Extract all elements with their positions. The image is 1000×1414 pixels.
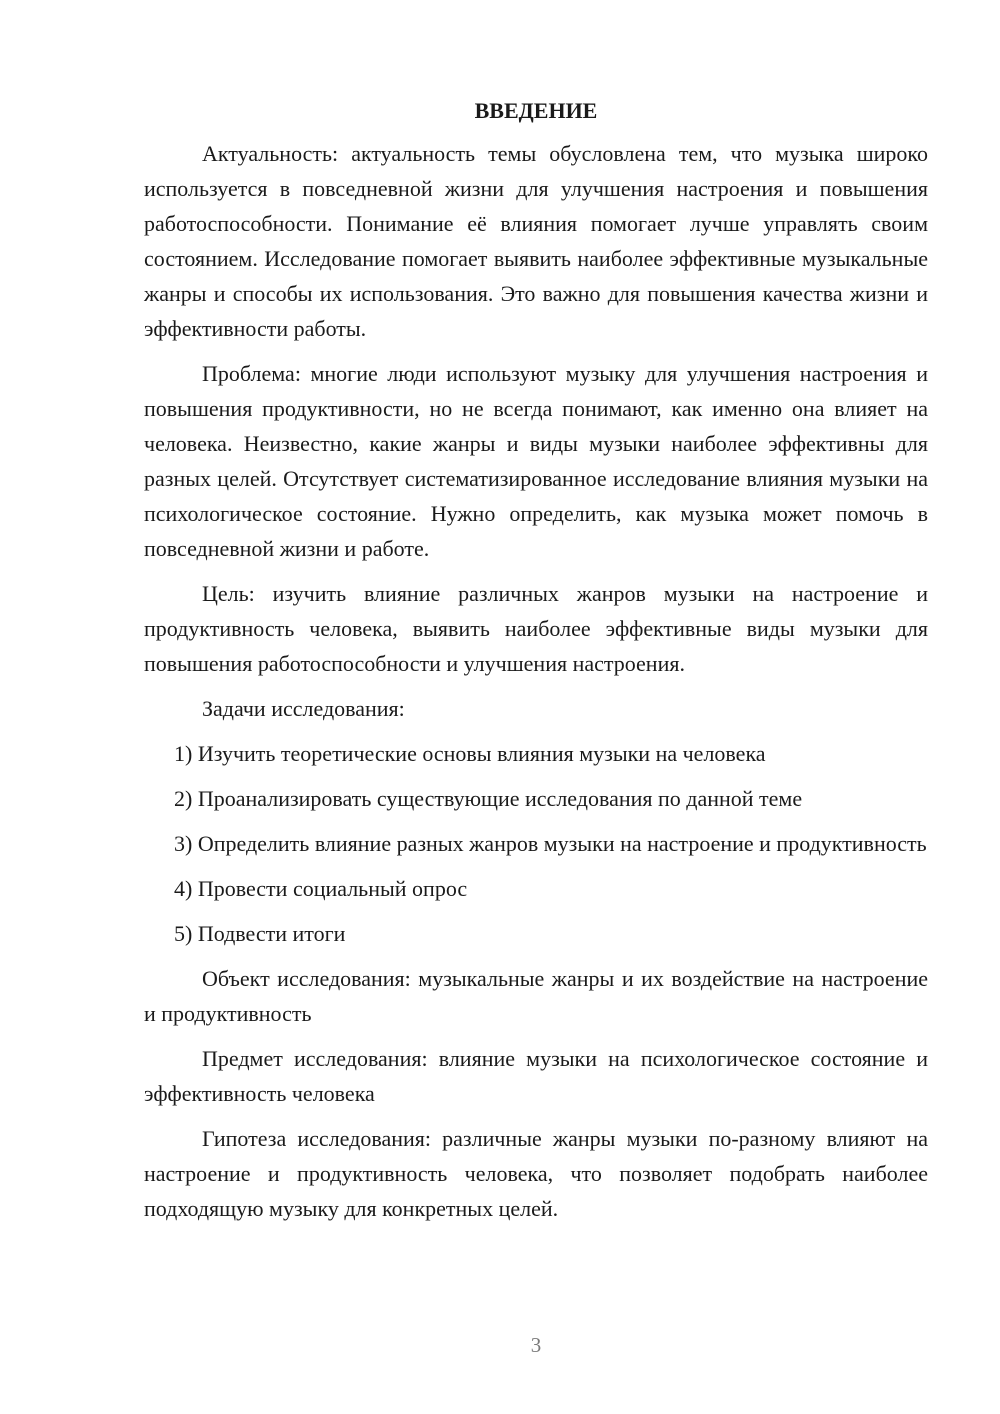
task-item: 5) Подвести итоги: [174, 921, 346, 946]
task-item: 1) Изучить теоретические основы влияния музыки на человека: [174, 741, 766, 766]
task-item: 3) Определить влияние разных жанров музыки на настроение и продуктивность: [174, 831, 927, 856]
subject-paragraph: Предмет исследования: влияние музыки на психологическое состояние и эффективность человека: [144, 1046, 928, 1106]
task-item: 4) Провести социальный опрос: [174, 876, 468, 901]
section-title: ВВЕДЕНИЕ: [474, 98, 598, 123]
problem-paragraph: Проблема: многие люди используют музыку для улучшения настроения и повышения продуктивности, но не всегда понимают, как именно она влияет на человека. Неизвестно, какие жанры и виды музыки наиболее эффективны для разных целей. Отсутствует систематизированное исследование влияния музыки на психологическое состояние. Нужно определить, как музыка может помочь в повседневной жизни и работе.: [144, 361, 928, 561]
tasks-heading: Задачи исследования:: [202, 696, 405, 721]
hypothesis-paragraph: Гипотеза исследования: различные жанры музыки по-разному влияют на настроение и продуктивность человека, что позволяет подобрать наиболее подходящую музыку для конкретных целей.: [144, 1126, 928, 1221]
task-item: 2) Проанализировать существующие исследования по данной теме: [174, 786, 803, 811]
page-number: 3: [530, 1333, 542, 1357]
page-body: [144, 96, 928, 1236]
relevance-paragraph: Актуальность: актуальность темы обусловлена тем, что музыка широко используется в повседневной жизни для улучшения настроения и повышения работоспособности. Понимание её влияния помогает лучше управлять своим состоянием. Исследование помогает выявить наиболее эффективные музыкальные жанры и способы их использования. Это важно для повышения качества жизни и эффективности работы.: [144, 141, 928, 341]
goal-paragraph: Цель: изучить влияние различных жанров музыки на настроение и продуктивность человека, выявить наиболее эффективные виды музыки для повышения работоспособности и улучшения настроения.: [144, 581, 928, 676]
object-paragraph: Объект исследования: музыкальные жанры и их воздействие на настроение и продуктивность: [144, 966, 928, 1026]
